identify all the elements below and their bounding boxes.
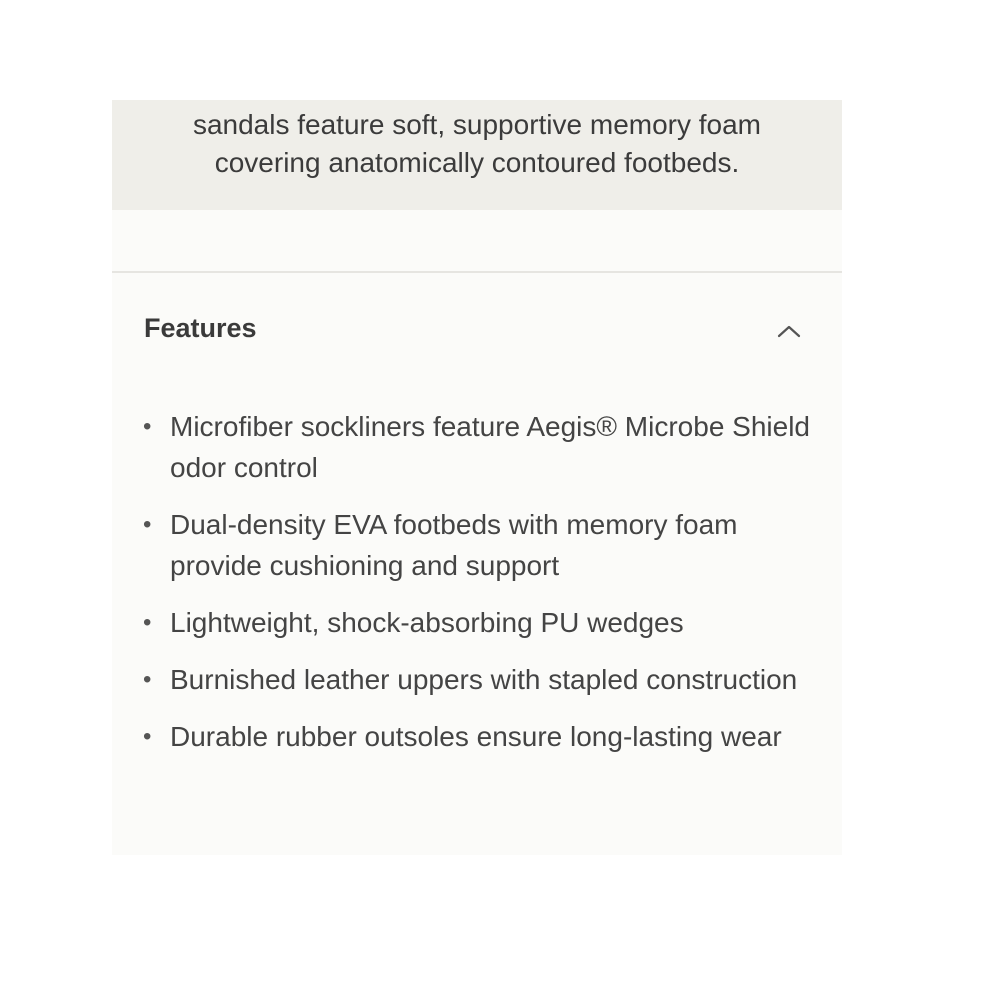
bullet: • [143, 609, 152, 636]
bullet: • [143, 511, 152, 538]
bullet: • [143, 413, 152, 440]
features-collapse-button[interactable] [772, 318, 806, 344]
features-list [140, 406, 830, 773]
features-section-title[interactable]: Features [144, 313, 257, 343]
feature-item [140, 716, 830, 757]
chevron-up-icon [777, 324, 801, 338]
section-divider [112, 271, 842, 273]
description-box [112, 100, 842, 210]
bullet: • [143, 723, 152, 750]
feature-text: Microfiber sockliners feature Aegis® Microbe Shield odor control [170, 411, 811, 483]
feature-item [140, 602, 830, 643]
feature-item [140, 504, 830, 586]
bullet: • [143, 666, 152, 693]
description-text: sandals feature soft, supportive memory foam covering anatomically contoured footbeds. [192, 109, 762, 178]
feature-text: Durable rubber outsoles ensure long-lasting wear [170, 721, 782, 752]
feature-text: Dual-density EVA footbeds with memory foam provide cushioning and support [170, 509, 738, 581]
feature-text: Burnished leather uppers with stapled construction [170, 664, 798, 695]
product-details-panel [112, 100, 842, 855]
feature-item [140, 406, 830, 488]
feature-text: Lightweight, shock-absorbing PU wedges [170, 607, 684, 638]
feature-item [140, 659, 830, 700]
